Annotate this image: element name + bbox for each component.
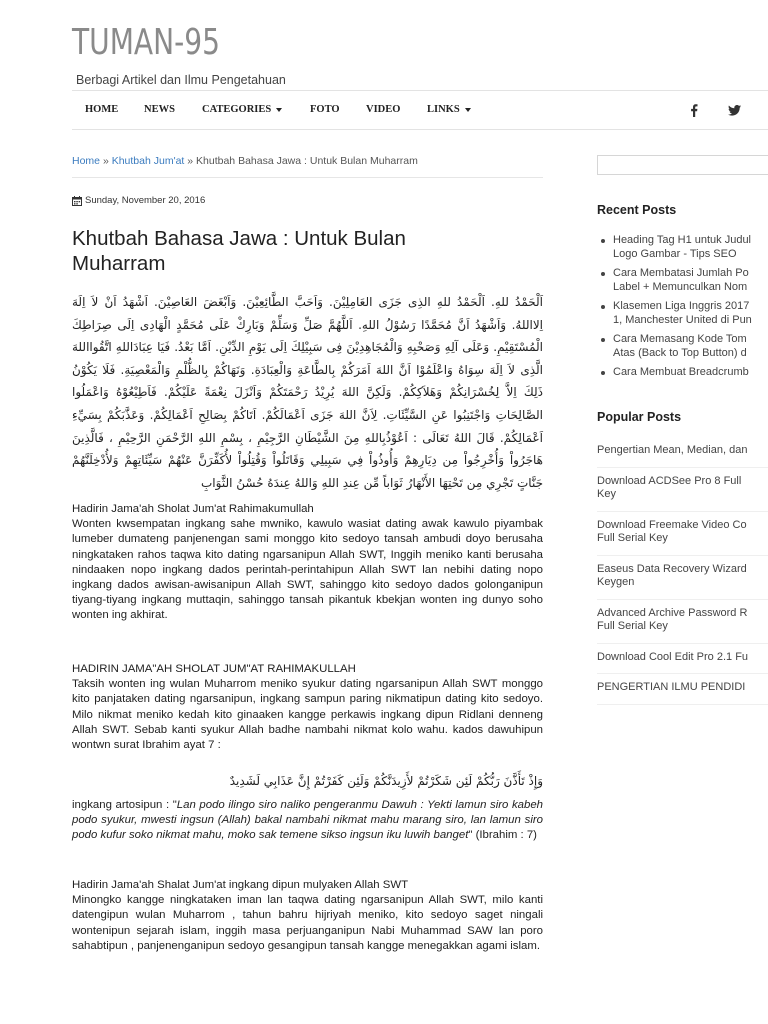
caret-down-icon [276, 108, 282, 112]
translation [72, 798, 543, 844]
nav-foto-label: FOTO [310, 104, 340, 115]
site-description: Berbagi Artikel dan Ilmu Pengetahuan [76, 73, 286, 87]
popular-post-line: Keygen [597, 576, 635, 588]
bullet-icon [601, 338, 605, 342]
recent-post-line: Cara Membuat Breadcrumb [613, 366, 749, 378]
recent-posts-list [597, 234, 768, 386]
recent-post-line: Heading Tag H1 untuk Judul [613, 234, 752, 246]
breadcrumb-current: Khutbah Bahasa Jawa : Untuk Bulan Muharram [196, 155, 418, 167]
popular-post-item[interactable] [597, 518, 768, 556]
breadcrumb [72, 155, 418, 167]
translation-text: Lan podo ilingo siro naliko pengeranmu Dawuh : Yekti lamun siro kabeh podo syukur, mwesti ingsun (Allah) bakal nambahi nikmat mahu marang siro, lan lamun siro podo kufur soko nikmat mahu, moko sak temene sikso ingsun iku luwih banget [72, 799, 543, 842]
recent-post-line: 1, Manchester United di Pun [613, 313, 752, 326]
popular-posts-title: Popular Posts [597, 410, 682, 424]
calendar-icon [72, 196, 82, 206]
post-title: Khutbah Bahasa Jawa : Untuk Bulan Muharram [72, 227, 406, 275]
popular-post-line: Key [597, 488, 616, 500]
recent-post-item[interactable] [597, 234, 768, 261]
popular-post-item[interactable] [597, 650, 768, 675]
nav-home-label: HOME [85, 104, 119, 115]
recent-post-item[interactable] [597, 300, 768, 327]
nav-video[interactable] [366, 91, 400, 129]
breadcrumb-separator: » [187, 155, 194, 167]
nav-home[interactable] [85, 91, 118, 129]
popular-post-line: Advanced Archive Password R [597, 606, 748, 619]
caret-down-icon [465, 108, 471, 112]
section-3 [72, 878, 543, 954]
nav-categories-label: CATEGORIES [202, 104, 272, 115]
popular-posts-list [597, 443, 768, 711]
breadcrumb-divider [72, 177, 543, 178]
section-3-body: Minongko kangge ningkataken iman lan taqwa dating ngarsanipun Allah SWT, milo kanti datengipun wulan Muharrom , tahun bahru hijriyah meniko, kito sedoyo saget ningali wontenipun sejarah islam, inggih masa perjuanganipun Nabi Muhammad SAW lan poro sahabtipun , panjenenganipun sedoyo gesangipun tansah kangge menegakkan agami islam. [72, 894, 543, 952]
breadcrumb-category-link[interactable]: Khutbah Jum'at [111, 155, 185, 167]
bullet-icon [601, 272, 605, 276]
nav-news-label: NEWS [144, 104, 175, 115]
nav-links-label: LINKS [427, 104, 460, 115]
popular-post-item[interactable] [597, 474, 768, 512]
twitter-icon[interactable] [723, 91, 745, 129]
recent-post-item[interactable] [597, 333, 768, 360]
nav-links[interactable] [427, 91, 471, 129]
nav-news[interactable] [144, 91, 175, 129]
facebook-icon[interactable] [683, 91, 705, 129]
post-date-text: Sunday, November 20, 2016 [85, 195, 206, 206]
translation-prefix: ingkang artosipun : " [72, 799, 177, 811]
section-1 [72, 502, 543, 624]
bullet-icon [601, 305, 605, 309]
breadcrumb-separator: » [102, 155, 109, 167]
search-input[interactable] [597, 155, 768, 175]
bullet-icon [601, 371, 605, 375]
popular-post-item[interactable] [597, 443, 768, 468]
recent-post-line: Klasemen Liga Inggris 2017 [613, 300, 750, 312]
popular-post-line: PENGERTIAN ILMU PENDIDI [597, 681, 746, 693]
nav-foto[interactable] [310, 91, 340, 129]
recent-posts-title: Recent Posts [597, 203, 677, 217]
post-date [72, 195, 205, 206]
recent-post-item[interactable] [597, 267, 768, 294]
ayat-ibrahim-7: وَإِذْ تَأَذَّنَ رَبُّكُمْ لَئِن شَكَرْتُمْ لأَزِيدَنَّكُمْ وَلَئِن كَفَرْتُمْ إِنَّ عَذَابِي لَشَدِيدٌ [229, 774, 543, 788]
section-2 [72, 662, 543, 753]
nav-video-label: VIDEO [366, 104, 401, 115]
section-1-heading: Hadirin Jama'ah Sholat Jum'at Rahimakumullah [72, 503, 314, 515]
popular-post-line: Full Serial Key [597, 532, 668, 544]
site-title[interactable]: TUMAN-95 [72, 22, 221, 63]
recent-post-line: Logo Gambar - Tips SEO [613, 247, 737, 260]
popular-post-line: Pengertian Mean, Median, dan [597, 444, 748, 456]
popular-post-line: Full Serial Key [597, 620, 668, 632]
popular-post-item[interactable] [597, 562, 768, 600]
section-2-body: Taksih wonten ing wulan Muharrom meniko syukur dating ngarsanipun Allah SWT monggo kito panjataken dating ngarsanipun, ingkang sampun paring nikmatipun dating kito sedoyo. Milo nikmat meniko kedah kito ginaaken kangge perkawis ingkang dipun Ridlani denneng Allah SWT. Sebab kanti syukur Allah badhe nambahi nikmat kolo wahu. kados dawuhipun wontwn surat Ibrahim ayat 7 : [72, 678, 543, 752]
recent-post-line: Cara Memasang Kode Tom [613, 333, 747, 345]
nav-categories[interactable] [202, 91, 282, 129]
popular-post-line: Download Cool Edit Pro 2.1 Fu [597, 650, 749, 663]
recent-post-item[interactable] [597, 366, 768, 380]
section-2-heading: HADIRIN JAMA"AH SHOLAT JUM"AT RAHIMAKULLAH [72, 663, 356, 675]
recent-post-line: Atas (Back to Top Button) d [613, 346, 747, 359]
popular-post-line: Download ACDSee Pro 8 Full [597, 474, 742, 487]
main-navigation [72, 90, 768, 130]
section-3-heading: Hadirin Jama'ah Shalat Jum'at ingkang dipun mulyaken Allah SWT [72, 879, 409, 891]
recent-post-line: Label + Memunculkan Nom [613, 280, 748, 293]
bullet-icon [601, 239, 605, 243]
breadcrumb-home-link[interactable]: Home [72, 155, 101, 167]
popular-post-line: Download Freemake Video Co [597, 518, 747, 531]
popular-post-item[interactable] [597, 680, 768, 705]
popular-post-line: Easeus Data Recovery Wizard [597, 562, 747, 575]
translation-suffix: " (Ibrahim : 7) [468, 829, 537, 842]
popular-post-item[interactable] [597, 606, 768, 644]
section-1-body: Wonten kwsempatan ingkang sahe mwniko, kawulo wasiat dating awak kawulo piyambak lumeber dumateng panjenengan sami monggo kito sedoyo tansah ambudi doyo berusaha ningkataken rahos taqwa kito dating ngarsanipun Allah SWT, Inggih meniko kanti berusaha nindaaken nopo ingkang dados perintah-perintahipun Allah SWT lan nebihi dating nopo ingkang dados awisan-awisanipun Allah SWT, sahinggo kito sedoyo dados golonganipun tiyang-tiyang ingkang muttaqin, sahinggo tansah pikantuk kbekjan wonten ing dunyo soho wonten ing akhirat. [72, 518, 543, 622]
recent-post-line: Cara Membatasi Jumlah Po [613, 267, 749, 279]
arabic-opening-text: اَلْحَمْدُ للهِ. اَلْحَمْدُ للهِ الذِى جَزَى العَامِلِيْنَ. وَاَحَبَّ الطَّائِعِيْنَ. وَاَبْغَضَ العَاصِيْنَ. اَشْهَدُ اَنْ لاَ اِلَهَ اِلااللهُ. وَاَشْهَدُ اَنَّ مُحَمَّدًا رَسُوْلُ اللهِ. اَللَّهُمَّ صَلِّ وَسَلِّمْ وَبَارِكْ عَلَى مُحَمَّدٍ الْهَادِى اِلَى صِرَاطِكَ الْمُسْتَقِيْمِ. وَعَلَى آلِهِ وَصَحْبِهِ وَالْمُجَاهِدِيْنَ فِى سَبِيْلِكَ اِلَى يَوْمِ الدِّيْنِ. اَمَّا بَعْدُ. فَيَا عِبَادَاللهِ اتَّقُوااللهَ الَّذِى لاَ اِلَهَ سِوَاهُ وَاعْلَمُوْا اَنَّ اللهَ اَمَرَكُمْ بِالطَّاعَةِ وَالْعِبَادَةِ. وَنَهَاكُمْ بِالظُّلْمِ وَالْمَعْصِيَةِ. فَلَا يَكُوْنُ ذَلِكَ اِلاَّ لِخُسْرَانِكُمْ وَهَلاَكِكُمْ. وَلَكِنَّ اللهَ يُرِيْدُ رَحْمَتَكُمْ وَاَنْزَلَ نِعْمَةً عَلَيْكُمْ. فَاَطِيْعُوْهُ وَاعْمَلُوا الصَّالِحَاتِ وَاجْتَنِبُوا عَنِ السَّيِّئَاتِ. لِاَنَّ اللهَ جَزَى اَعْمَالَكُمْ. اَتَاكُمْ بِصَالِحِ اَعْمَالِكُمْ. وَعَذَّبَكُمْ بِسَيِّءِ اَعْمَالِكُمْ. قَالَ اللهُ تَعَالَى : اَعُوْذُبِاللهِ مِنَ الشَّيْطَانِ الرَّجِيْمِ ، بِسْمِ اللهِ الرَّحْمَنِ الرَّحِيْمِ ، فَالَّذِينَ هَاجَرُواْ وَأُخْرِجُواْ مِن دِيَارِهِمْ وَأُوذُواْ فِي سَبِيلِي وَقَاتَلُواْ وَقُتِلُواْ لأُكَفِّرَنَّ عَنْهُمْ سَيِّئَاتِهِمْ وَلأُدْخِلَنَّهُمْ جَنَّاتٍ تَجْرِي مِن تَحْتِهَا الأَنْهَارُ ثَوَاباً مِّن عِندِ اللهِ وَاللهُ عِندَهُ حُسْنُ الثَّوَابِ [72, 295, 543, 490]
